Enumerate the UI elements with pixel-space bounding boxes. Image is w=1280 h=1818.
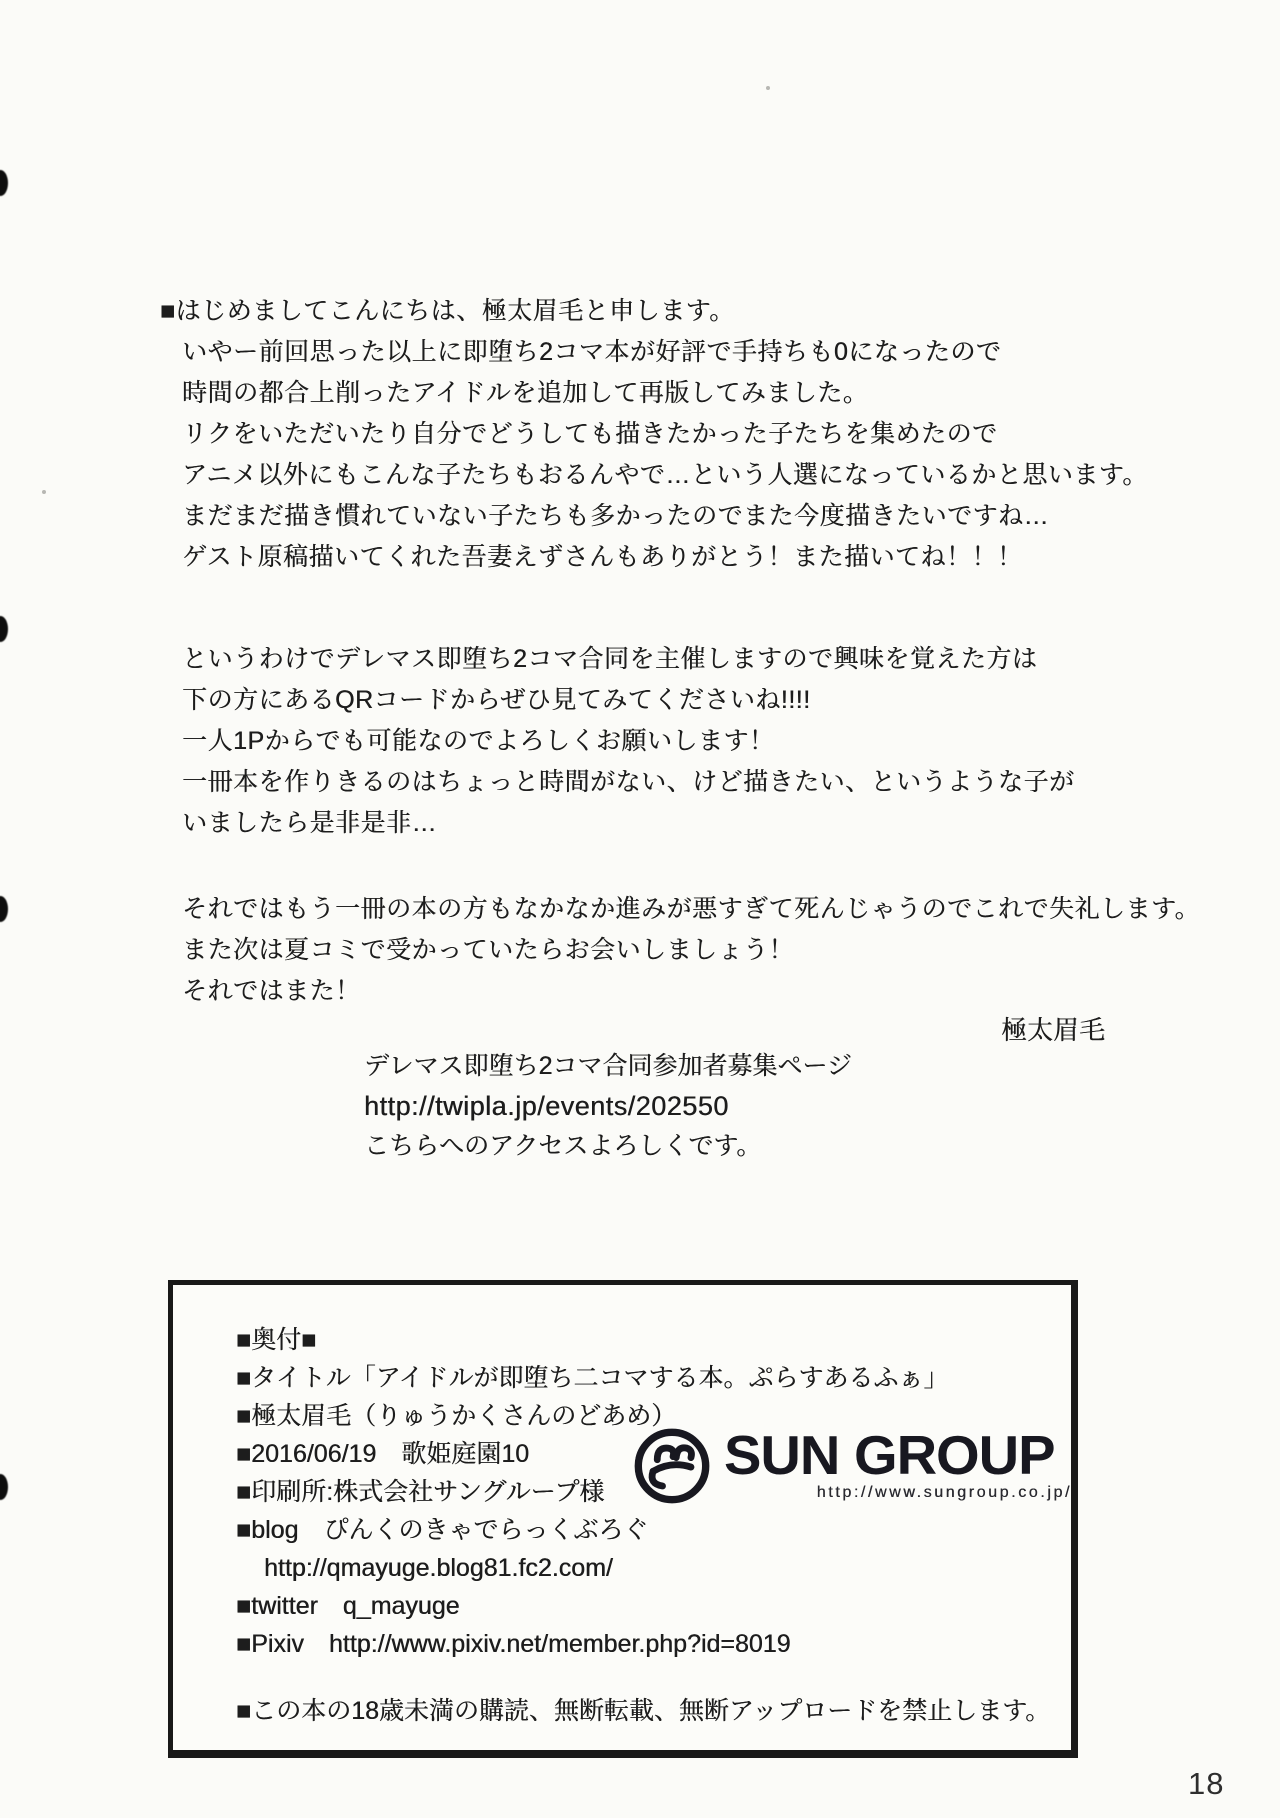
recruit-title: デレマス即堕ち2コマ合同参加者募集ページ (364, 1052, 852, 1080)
colophon-blog: ■blog ぴんくのきゃでらっくぶろぐ (236, 1516, 649, 1544)
recruit-note: こちらへのアクセスよろしくです。 (364, 1132, 762, 1160)
afterword-line: それではもう一冊の本の方もなかなか進みが悪すぎて死んじゃうのでこれで失礼します。 (182, 895, 1201, 923)
colophon-author: ■極太眉毛（りゅうかくさんのどあめ） (236, 1402, 677, 1430)
afterword-line: リクをいただいたり自分でどうしても描きたかった子たちを集めたので (182, 420, 998, 448)
afterword-line: それではまた！ (182, 977, 361, 1005)
scan-edge-artifact (0, 616, 8, 642)
afterword-line: 一人1Pからでも可能なのでよろしくお願いします！ (182, 727, 775, 755)
recruit-url: http://twipla.jp/events/202550 (364, 1091, 729, 1121)
afterword-line: いましたら是非是非… (182, 809, 438, 837)
scan-speck (766, 86, 770, 90)
sun-group-mark-icon (632, 1426, 712, 1511)
scan-edge-artifact (0, 896, 8, 922)
afterword-line: アニメ以外にもこんな子たちもおるんやで…という人選になっているかと思います。 (182, 461, 1148, 489)
colophon-content (236, 1321, 1051, 1730)
afterword-line: いやー前回思った以上に即堕ち2コマ本が好評で手持ちも0になったので (182, 338, 1002, 366)
sun-group-wordmark: SUN GROUP (724, 1424, 1055, 1486)
paragraph-gap (160, 844, 1170, 889)
colophon-box (168, 1280, 1078, 1758)
paragraph-gap (160, 578, 1170, 639)
colophon-blog-url: http://qmayuge.blog81.fc2.com/ (264, 1554, 613, 1582)
colophon-heading: ■奥付■ (236, 1326, 317, 1354)
afterword-line: ゲスト原稿描いてくれた吾妻えずさんもありがとう！また描いてね！！！ (182, 543, 1023, 571)
colophon-twitter: ■twitter q_mayuge (236, 1592, 460, 1620)
afterword-line: また次は夏コミで受かっていたらお会いしましょう！ (182, 936, 795, 964)
afterword-line: まだまだ描き慣れていない子たちも多かったのでまた今度描きたいですね… (182, 502, 1050, 530)
afterword-line: 一冊本を作りきるのはちょっと時間がない、けど描きたい、というような子が (182, 768, 1075, 796)
afterword-line: 時間の都合上削ったアイドルを追加して再版してみました。 (182, 379, 869, 407)
scan-speck (42, 490, 46, 494)
afterword-line: ■はじめましてこんにちは、極太眉毛と申します。 (160, 297, 735, 325)
scan-edge-artifact (0, 1474, 8, 1500)
colophon-event-date: ■2016/06/19 歌姫庭園10 (236, 1440, 530, 1468)
afterword-line: 下の方にあるQRコードからぜひ見てみてくださいね!!!! (182, 686, 811, 714)
colophon-title: ■タイトル「アイドルが即堕ち二コマする本。ぷらすあるふぁ」 (236, 1364, 949, 1392)
afterword-line: というわけでデレマス即堕ち2コマ合同を主催しますので興味を覚えた方は (182, 645, 1038, 673)
colophon-printer: ■印刷所:株式会社サングループ様 (236, 1478, 605, 1506)
sun-group-url: http://www.sungroup.co.jp/ (816, 1484, 1072, 1501)
recruit-block (364, 1046, 852, 1166)
page-number: 18 (1188, 1766, 1225, 1801)
colophon-disclaimer: ■この本の18歳未満の購読、無断転載、無断アップロードを禁止します。 (236, 1697, 1051, 1725)
scan-edge-artifact (0, 170, 8, 196)
author-signature: 極太眉毛 (1000, 1015, 1105, 1045)
colophon-pixiv: ■Pixiv http://www.pixiv.net/member.php?id=8019 (236, 1630, 791, 1658)
sun-group-logo (632, 1424, 1072, 1514)
afterword-text (160, 291, 1201, 1012)
